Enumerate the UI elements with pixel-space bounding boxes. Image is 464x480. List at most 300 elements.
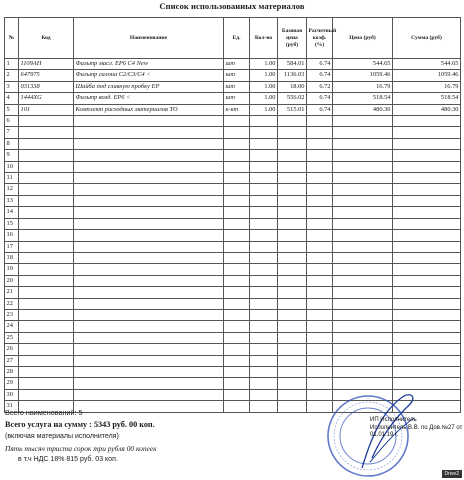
column-header: Наименование — [74, 18, 224, 59]
table-cell: 28 — [5, 366, 19, 377]
table-cell — [74, 138, 224, 149]
table-cell: 15 — [5, 218, 19, 229]
table-cell: 544.65 — [393, 59, 461, 70]
table-cell — [224, 287, 250, 298]
table-cell: 14 — [5, 207, 19, 218]
table-cell: 26 — [5, 344, 19, 355]
table-cell — [278, 401, 307, 412]
table-cell — [278, 252, 307, 263]
table-cell — [74, 150, 224, 161]
table-cell: 11 — [5, 173, 19, 184]
table-cell — [19, 150, 74, 161]
table-cell — [19, 173, 74, 184]
table-row — [5, 355, 461, 366]
table-cell — [278, 161, 307, 172]
table-cell — [393, 173, 461, 184]
table-cell — [74, 230, 224, 241]
document-title: Список использованных материалов — [159, 1, 305, 11]
table-cell: 16.79 — [393, 81, 461, 92]
table-cell — [250, 355, 278, 366]
table-cell — [278, 332, 307, 343]
table-row — [5, 309, 461, 320]
table-cell — [307, 287, 333, 298]
table-row — [5, 127, 461, 138]
table-cell: 5 — [5, 104, 19, 115]
stamp-text — [370, 417, 462, 440]
table-cell: 1 — [5, 59, 19, 70]
table-row — [5, 93, 461, 104]
table-cell — [333, 218, 393, 229]
table-cell — [74, 173, 224, 184]
table-cell — [278, 366, 307, 377]
table-cell: 17 — [5, 241, 19, 252]
table-cell — [19, 275, 74, 286]
column-header: Сумма (руб) — [393, 18, 461, 59]
table-cell — [250, 389, 278, 400]
table-cell — [307, 218, 333, 229]
table-cell: 24 — [5, 321, 19, 332]
table-cell — [393, 241, 461, 252]
table-cell: 518.54 — [333, 93, 393, 104]
table-cell — [224, 116, 250, 127]
table-cell — [19, 287, 74, 298]
table-cell: шт — [224, 59, 250, 70]
table-cell — [307, 207, 333, 218]
table-cell — [307, 344, 333, 355]
table-cell — [307, 127, 333, 138]
table-cell — [224, 264, 250, 275]
table-row — [5, 104, 461, 115]
table-cell: 20 — [5, 275, 19, 286]
table-cell — [19, 298, 74, 309]
table-cell: 6 — [5, 116, 19, 127]
table-cell: Шайба под сливную пробку EP — [74, 81, 224, 92]
table-cell — [19, 378, 74, 389]
table-cell — [250, 275, 278, 286]
vat-line: в т.ч НДС 18% 815 руб. 03 коп. — [18, 456, 118, 463]
table-cell — [19, 389, 74, 400]
table-cell: 2 — [5, 70, 19, 81]
table-cell — [250, 309, 278, 320]
table-cell — [333, 173, 393, 184]
table-cell — [250, 241, 278, 252]
table-cell — [74, 161, 224, 172]
table-cell — [307, 321, 333, 332]
table-cell — [224, 127, 250, 138]
table-cell — [278, 287, 307, 298]
table-cell — [393, 138, 461, 149]
table-cell — [224, 252, 250, 263]
table-cell — [393, 287, 461, 298]
table-cell — [278, 378, 307, 389]
table-row — [5, 218, 461, 229]
table-cell: Комплект расходных материалов ТО — [74, 104, 224, 115]
table-cell — [307, 138, 333, 149]
table-cell — [278, 344, 307, 355]
table-cell — [393, 298, 461, 309]
table-cell: 16 — [5, 230, 19, 241]
table-cell — [333, 321, 393, 332]
table-cell — [224, 184, 250, 195]
table-cell — [393, 321, 461, 332]
table-cell — [250, 195, 278, 206]
table-cell: шт — [224, 93, 250, 104]
table-cell — [19, 127, 74, 138]
table-cell — [19, 161, 74, 172]
table-cell — [74, 389, 224, 400]
table-cell — [19, 344, 74, 355]
table-cell — [333, 252, 393, 263]
table-cell — [307, 264, 333, 275]
table-row — [5, 298, 461, 309]
table-cell — [333, 298, 393, 309]
table-cell: 1059.46 — [393, 70, 461, 81]
table-cell — [278, 184, 307, 195]
table-cell — [278, 264, 307, 275]
total-amount: Всего услуга на сумму : 5343 руб. 00 коп. — [5, 420, 155, 429]
table-cell — [393, 116, 461, 127]
table-cell — [278, 127, 307, 138]
table-cell — [224, 161, 250, 172]
table-cell — [19, 207, 74, 218]
table-cell: 3 — [5, 81, 19, 92]
table-row — [5, 173, 461, 184]
table-cell — [74, 298, 224, 309]
table-cell — [224, 298, 250, 309]
table-cell — [250, 401, 278, 412]
table-cell — [74, 366, 224, 377]
table-cell — [393, 252, 461, 263]
table-cell — [250, 344, 278, 355]
table-cell — [307, 173, 333, 184]
table-cell — [19, 309, 74, 320]
table-cell — [19, 321, 74, 332]
table-row — [5, 275, 461, 286]
table-row — [5, 321, 461, 332]
table-cell: 7 — [5, 127, 19, 138]
table-cell — [74, 241, 224, 252]
table-cell — [224, 173, 250, 184]
table-cell — [250, 298, 278, 309]
table-cell — [333, 275, 393, 286]
table-row — [5, 184, 461, 195]
table-cell: 6.74 — [307, 104, 333, 115]
table-row — [5, 241, 461, 252]
table-cell — [333, 138, 393, 149]
table-cell — [278, 309, 307, 320]
table-cell — [250, 150, 278, 161]
table-cell: 1136.03 — [278, 70, 307, 81]
table-cell — [307, 275, 333, 286]
table-cell: 1059.46 — [333, 70, 393, 81]
table-body — [5, 59, 461, 413]
table-cell — [307, 309, 333, 320]
table-cell — [278, 230, 307, 241]
table-cell — [393, 344, 461, 355]
table-row — [5, 116, 461, 127]
table-cell — [278, 355, 307, 366]
table-cell — [393, 309, 461, 320]
table-cell — [278, 275, 307, 286]
table-cell — [224, 230, 250, 241]
table-cell — [278, 389, 307, 400]
table-cell — [74, 309, 224, 320]
table-cell: 1.00 — [250, 81, 278, 92]
table-cell — [333, 344, 393, 355]
table-cell: 1.00 — [250, 70, 278, 81]
table-cell — [278, 150, 307, 161]
table-cell — [278, 195, 307, 206]
table-cell — [393, 275, 461, 286]
table-cell — [19, 184, 74, 195]
table-cell: 27 — [5, 355, 19, 366]
table-cell: 1.00 — [250, 104, 278, 115]
table-cell: 480.30 — [393, 104, 461, 115]
table-cell: шт — [224, 70, 250, 81]
table-cell — [74, 332, 224, 343]
table-cell — [278, 298, 307, 309]
table-cell: 23 — [5, 309, 19, 320]
table-cell — [19, 355, 74, 366]
table-cell: 031338 — [19, 81, 74, 92]
table-cell: 544.65 — [333, 59, 393, 70]
table-cell — [393, 127, 461, 138]
table-cell — [393, 218, 461, 229]
table-cell — [393, 195, 461, 206]
table-cell: 29 — [5, 378, 19, 389]
table-cell — [224, 309, 250, 320]
table-cell: 515.01 — [278, 104, 307, 115]
column-header: № — [5, 18, 19, 59]
table-cell — [224, 275, 250, 286]
table-cell — [250, 138, 278, 149]
column-header: Базовая цена (руб) — [278, 18, 307, 59]
table-cell — [74, 184, 224, 195]
table-cell — [74, 355, 224, 366]
table-cell — [393, 207, 461, 218]
stamp-line-2: Исполнитель В.В. по Дов.№27 от — [370, 424, 463, 431]
amount-in-words: Пять тысяч триста сорок три рубля 00 копеек — [5, 444, 157, 453]
table-cell — [224, 401, 250, 412]
table-cell — [393, 332, 461, 343]
watermark: Drive2 — [442, 470, 462, 478]
table-cell: 1.00 — [250, 93, 278, 104]
table-cell — [333, 287, 393, 298]
table-cell — [74, 127, 224, 138]
table-row — [5, 207, 461, 218]
table-cell — [278, 241, 307, 252]
table-row — [5, 366, 461, 377]
table-cell — [224, 138, 250, 149]
column-header: Цена (руб) — [333, 18, 393, 59]
table-cell: Фильтр возд. EP6 < — [74, 93, 224, 104]
table-cell — [224, 218, 250, 229]
table-cell — [307, 332, 333, 343]
table-cell: Фильтр салона C2/C3/C4 < — [74, 70, 224, 81]
table-cell: 1444XG — [19, 93, 74, 104]
table-cell: 101 — [19, 104, 74, 115]
table-cell — [224, 321, 250, 332]
column-header: Кол-во — [250, 18, 278, 59]
table-cell — [224, 378, 250, 389]
table-cell — [224, 389, 250, 400]
table-cell — [250, 252, 278, 263]
stamp-line-3: 01.01.19 г. — [370, 432, 399, 438]
table-cell: 556.02 — [278, 93, 307, 104]
table-cell — [250, 218, 278, 229]
table-cell: 13 — [5, 195, 19, 206]
table-cell — [74, 401, 224, 412]
table-cell: 4 — [5, 93, 19, 104]
table-cell — [250, 127, 278, 138]
table-row — [5, 344, 461, 355]
table-cell — [224, 344, 250, 355]
table-cell — [307, 184, 333, 195]
table-cell — [393, 366, 461, 377]
table-cell — [74, 321, 224, 332]
table-row — [5, 252, 461, 263]
table-cell — [74, 207, 224, 218]
table-cell — [333, 332, 393, 343]
table-cell — [393, 184, 461, 195]
table-cell — [74, 195, 224, 206]
table-cell: 1109AH — [19, 59, 74, 70]
table-cell: 25 — [5, 332, 19, 343]
table-cell: 16.79 — [333, 81, 393, 92]
table-cell — [333, 150, 393, 161]
table-cell — [333, 184, 393, 195]
table-cell: 6.72 — [307, 81, 333, 92]
table-cell — [19, 195, 74, 206]
table-cell — [19, 138, 74, 149]
table-cell — [278, 138, 307, 149]
table-cell — [74, 344, 224, 355]
table-cell: 647975 — [19, 70, 74, 81]
table-cell: 18.00 — [278, 81, 307, 92]
materials-table — [4, 17, 461, 413]
table-cell — [250, 161, 278, 172]
table-cell — [19, 264, 74, 275]
table-cell — [224, 150, 250, 161]
table-cell — [250, 173, 278, 184]
table-cell — [250, 366, 278, 377]
table-cell — [278, 321, 307, 332]
table-row — [5, 195, 461, 206]
table-cell — [278, 173, 307, 184]
table-cell: 30 — [5, 389, 19, 400]
table-cell — [19, 252, 74, 263]
table-cell — [307, 161, 333, 172]
table-cell — [333, 127, 393, 138]
column-header: Код — [19, 18, 74, 59]
table-cell — [333, 355, 393, 366]
table-cell: 31 — [5, 401, 19, 412]
table-cell — [333, 195, 393, 206]
table-row — [5, 59, 461, 70]
table-cell: 12 — [5, 184, 19, 195]
table-cell — [393, 161, 461, 172]
items-count: Всего наименований: 5 — [5, 408, 83, 417]
table-cell — [250, 378, 278, 389]
table-cell: 10 — [5, 161, 19, 172]
table-cell — [250, 264, 278, 275]
table-cell: 6.74 — [307, 93, 333, 104]
table-row — [5, 138, 461, 149]
table-cell — [74, 116, 224, 127]
table-cell — [250, 184, 278, 195]
table-cell — [307, 195, 333, 206]
table-cell — [19, 366, 74, 377]
table-cell — [307, 252, 333, 263]
table-cell: 18 — [5, 252, 19, 263]
table-cell — [307, 366, 333, 377]
table-row — [5, 287, 461, 298]
table-cell — [250, 230, 278, 241]
table-cell — [74, 264, 224, 275]
table-cell — [278, 218, 307, 229]
table-cell — [250, 207, 278, 218]
table-row — [5, 161, 461, 172]
table-row — [5, 81, 461, 92]
table-cell — [333, 161, 393, 172]
includes-note: (включая материалы исполнителя) — [5, 433, 119, 440]
table-row — [5, 230, 461, 241]
table-cell — [224, 332, 250, 343]
table-cell: Фильтр масл. EP6 C4 New — [74, 59, 224, 70]
table-cell: 9 — [5, 150, 19, 161]
table-cell — [224, 207, 250, 218]
table-cell — [307, 298, 333, 309]
table-cell — [307, 230, 333, 241]
table-cell: 6.74 — [307, 59, 333, 70]
table-cell — [224, 366, 250, 377]
table-cell: 584.01 — [278, 59, 307, 70]
table-cell — [278, 207, 307, 218]
table-cell: 22 — [5, 298, 19, 309]
table-cell — [307, 150, 333, 161]
table-row — [5, 332, 461, 343]
table-cell — [393, 355, 461, 366]
table-cell — [333, 264, 393, 275]
table-cell — [224, 355, 250, 366]
table-cell — [19, 218, 74, 229]
table-cell — [19, 241, 74, 252]
table-cell — [74, 275, 224, 286]
table-cell: 6.74 — [307, 70, 333, 81]
table-cell — [333, 230, 393, 241]
table-cell — [333, 241, 393, 252]
column-header: Ед. — [224, 18, 250, 59]
table-cell — [250, 321, 278, 332]
table-cell — [393, 150, 461, 161]
table-cell: 518.54 — [393, 93, 461, 104]
table-cell — [224, 241, 250, 252]
table-cell — [307, 116, 333, 127]
table-cell — [19, 230, 74, 241]
table-row — [5, 70, 461, 81]
table-cell — [19, 332, 74, 343]
table-cell — [74, 378, 224, 389]
table-cell — [333, 366, 393, 377]
table-cell: 21 — [5, 287, 19, 298]
table-row — [5, 264, 461, 275]
column-header: Расчетный коэф. (%) — [307, 18, 333, 59]
table-cell: 480.30 — [333, 104, 393, 115]
table-cell — [333, 309, 393, 320]
table-header-row — [5, 18, 461, 59]
table-cell: 8 — [5, 138, 19, 149]
table-cell — [250, 287, 278, 298]
